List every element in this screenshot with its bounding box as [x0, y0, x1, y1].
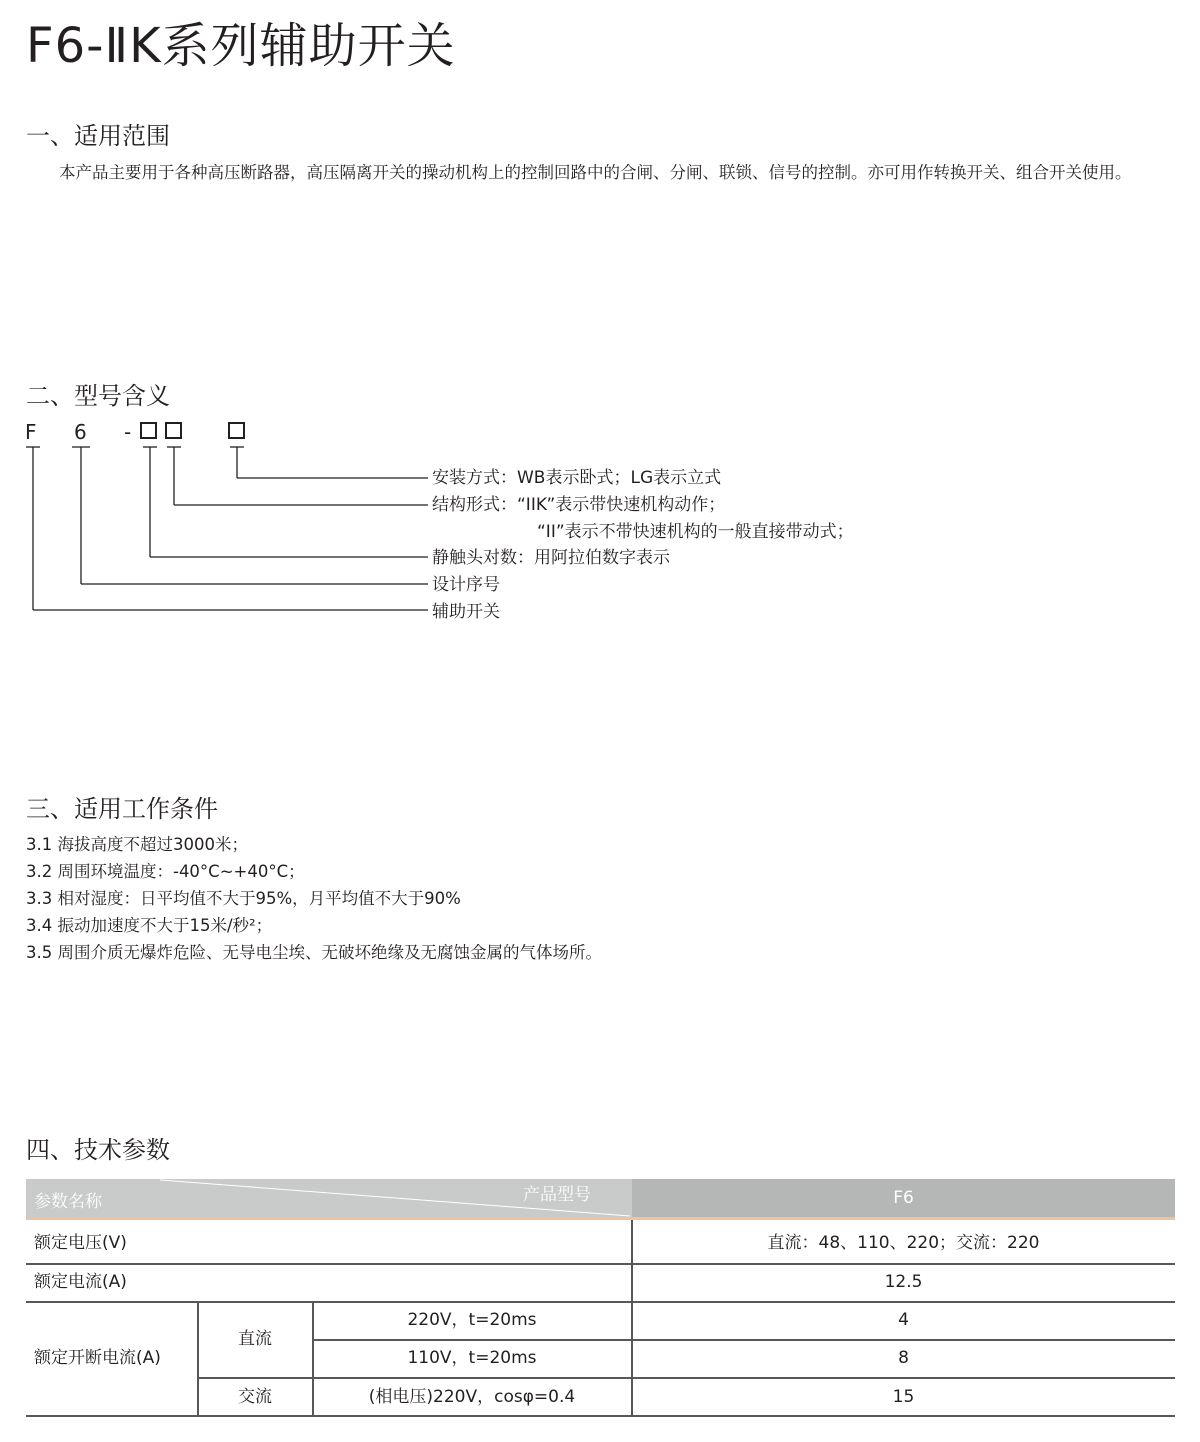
table-rule — [26, 1263, 1175, 1265]
section-3-heading: 三、适用工作条件 — [26, 795, 218, 823]
row-breaking-ac-label: 交流 — [238, 1387, 272, 1407]
desc-design-serial: 设计序号 — [432, 575, 500, 595]
desc-mounting: 安装方式：WB表示卧式；LG表示立式 — [432, 468, 722, 488]
desc-structure-alt: “II”表示不带快速机构的一般直接带动式； — [537, 522, 854, 542]
condition-item: 3.5 周围介质无爆炸危险、无导电尘埃、无破坏绝缘及无腐蚀金属的气体场所。 — [26, 943, 602, 962]
table-rule — [198, 1377, 1175, 1379]
row-dc-110-value: 8 — [898, 1348, 909, 1368]
code-digit-6: 6 — [74, 420, 87, 444]
code-letter-f: F — [25, 420, 37, 444]
page-title: F6-ⅡK系列辅助开关 — [26, 18, 456, 74]
desc-structure: 结构形式：“IIK”表示带快速机构动作； — [432, 495, 726, 515]
row-rated-current-label: 额定电流(A) — [34, 1272, 127, 1292]
row-ac-value: 15 — [892, 1387, 915, 1407]
desc-auxiliary-switch: 辅助开关 — [432, 602, 500, 622]
section-4-heading: 四、技术参数 — [26, 1136, 170, 1164]
condition-item: 3.4 振动加速度不大于15米/秒²； — [26, 916, 273, 935]
header-product-model: 产品型号 — [523, 1185, 591, 1205]
section-1-heading: 一、适用范围 — [26, 122, 170, 150]
row-dc-110-condition: 110V，t=20ms — [407, 1348, 537, 1368]
row-breaking-current-label: 额定开断电流(A) — [34, 1348, 161, 1368]
table-rule — [313, 1339, 1175, 1341]
row-ac-condition: (相电压)220V，cosφ=0.4 — [368, 1387, 576, 1407]
code-dash: - — [124, 420, 132, 444]
row-dc-220-condition: 220V，t=20ms — [407, 1310, 537, 1330]
section-1-text: 本产品主要用于各种高压断路器，高压隔离开关的操动机构上的控制回路中的合闸、分闸、联锁、信号的控制。亦可用作转换开关、组合开关使用。 — [59, 163, 1132, 182]
row-rated-voltage-label: 额定电压(V) — [34, 1233, 127, 1253]
condition-item: 3.1 海拔高度不超过3000米； — [26, 835, 248, 854]
condition-item: 3.2 周围环境温度：-40°C~+40°C； — [26, 862, 305, 881]
header-param-name: 参数名称 — [34, 1192, 102, 1212]
row-dc-220-value: 4 — [898, 1310, 909, 1330]
row-rated-current-value: 12.5 — [884, 1272, 923, 1292]
desc-contact-pairs: 静触头对数：用阿拉伯数字表示 — [432, 548, 670, 568]
row-breaking-dc-label: 直流 — [238, 1329, 272, 1349]
header-model-f6: F6 — [893, 1188, 914, 1208]
condition-item: 3.3 相对湿度：日平均值不大于95%，月平均值不大于90% — [26, 889, 461, 908]
row-rated-voltage-value: 直流：48、110、220；交流：220 — [767, 1233, 1040, 1253]
section-2-heading: 二、型号含义 — [26, 382, 170, 410]
